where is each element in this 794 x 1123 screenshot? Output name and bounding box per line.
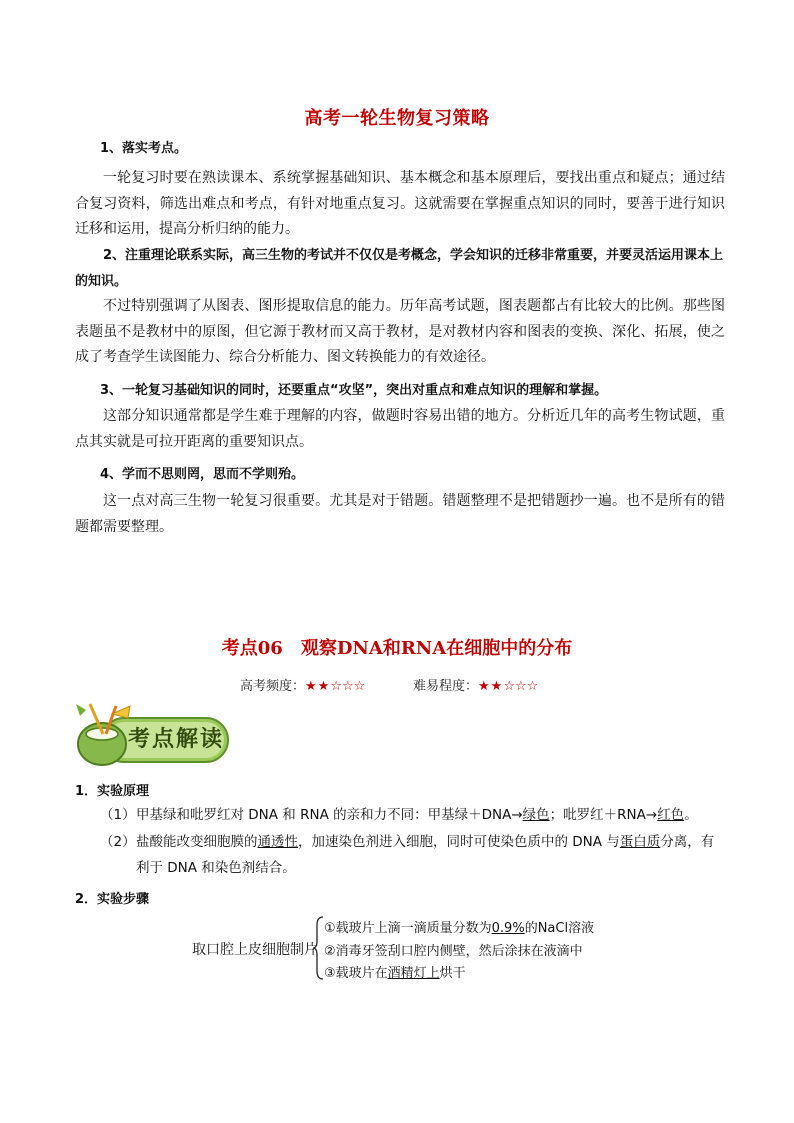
section-heading-principle: 1．实验原理 <box>75 784 150 799</box>
step-1 <box>324 917 594 936</box>
step-3 <box>324 962 466 981</box>
item-text: 分离，有 <box>660 834 715 850</box>
strategy-paragraph-4: 这一点对高三生物一轮复习很重要。尤其是对于错题。错题整理不是把错题抄一遍。也不是所有的错题都需要整理。 <box>75 493 725 535</box>
item-number: （1） <box>100 807 136 823</box>
step-text: ①载玻片上滴一滴质量分数为 <box>324 921 492 936</box>
brace-icon <box>312 915 324 981</box>
exam-point-badge <box>72 700 230 768</box>
item-underlined: 蛋白质 <box>619 834 661 850</box>
step-underlined: 酒精灯上 <box>387 966 440 981</box>
step-text: ③载玻片在 <box>324 966 388 981</box>
principle-item-1 <box>100 802 730 828</box>
item-underlined: 绿色 <box>522 807 550 823</box>
difficulty-label: 难易程度： <box>413 679 479 694</box>
difficulty-empty-stars: ☆☆☆ <box>503 679 539 694</box>
section-heading-steps: 2．实验步骤 <box>75 892 150 907</box>
step-text: 的NaCl溶液 <box>524 921 595 936</box>
strategy-paragraph-2: 不过特别强调了从图表、图形提取信息的能力。历年高考试题，图表题都占有比较大的比例。那些图表题虽不是教材中的原图，但它源于教材而又高于教材，是对教材内容和图表的变换、深化、拓展，使之成了考查学生读图能力、综合分析能力、图文转换能力的有效途径。 <box>75 298 725 365</box>
page-title: 高考一轮生物复习策略 <box>304 108 490 129</box>
step-text: 烘干 <box>439 966 466 981</box>
step-underlined: 0.9% <box>491 921 525 936</box>
item-text: ；吡罗红＋RNA→ <box>549 807 658 823</box>
frequency-rating <box>240 675 365 694</box>
strategy-heading-2: 2、注重理论联系实际，高三生物的考试并不仅仅是考概念，学会知识的迁移非常重要，并要灵活运用课本上的知识。 <box>75 248 724 289</box>
strategy-paragraph-3: 这部分知识通常都是学生难于理解的内容，做题时容易出错的地方。分析近几年的高考生物试题，重点其实就是可拉开距离的重要知识点。 <box>75 408 725 450</box>
strategy-heading-3: 3、一轮复习基础知识的同时，还要重点“攻坚”，突出对重点和难点知识的理解和掌握。 <box>100 383 608 398</box>
step-2: ②消毒牙签刮口腔内侧壁，然后涂抹在液滴中 <box>324 944 583 959</box>
frequency-filled-stars: ★★ <box>305 679 331 694</box>
strategy-heading-1: 1、落实考点。 <box>100 141 188 156</box>
item-text: 盐酸能改变细胞膜的 <box>136 834 258 850</box>
difficulty-filled-stars: ★★ <box>478 679 504 694</box>
difficulty-rating <box>413 675 538 694</box>
badge-label: 考点解读 <box>128 726 225 752</box>
exam-point-title: 考点06 观察DNA和RNA在细胞中的分布 <box>221 638 573 659</box>
item-underlined: 红色 <box>657 807 685 823</box>
procedure-label: 取口腔上皮细胞制片 <box>192 942 318 958</box>
strategy-paragraph-1: 一轮复习时要在熟读课本、系统掌握基础知识、基本概念和基本原理后，要找出重点和疑点；通过结合复习资料，筛选出难点和考点，有针对地重点复习。这就需要在掌握重点知识的同时，要善于进行知识迁移和运用，提高分析归纳的能力。 <box>75 170 725 237</box>
item-number: （2） <box>100 834 136 850</box>
item-underlined: 通透性 <box>257 834 298 850</box>
principle-item-2 <box>100 829 730 855</box>
frequency-label: 高考频度： <box>240 679 306 694</box>
item-text: 甲基绿和吡罗红对 DNA 和 RNA 的亲和力不同：甲基绿＋DNA→ <box>136 807 523 823</box>
frequency-empty-stars: ☆☆☆ <box>330 679 366 694</box>
item-text: 。 <box>684 807 698 823</box>
principle-item-2-continued: 利于 DNA 和染色剂结合。 <box>136 860 296 876</box>
item-text: ，加速染色剂进入细胞，同时可使染色质中的 DNA 与 <box>298 834 620 850</box>
strategy-heading-4: 4、学而不思则罔，思而不学则殆。 <box>100 467 305 482</box>
